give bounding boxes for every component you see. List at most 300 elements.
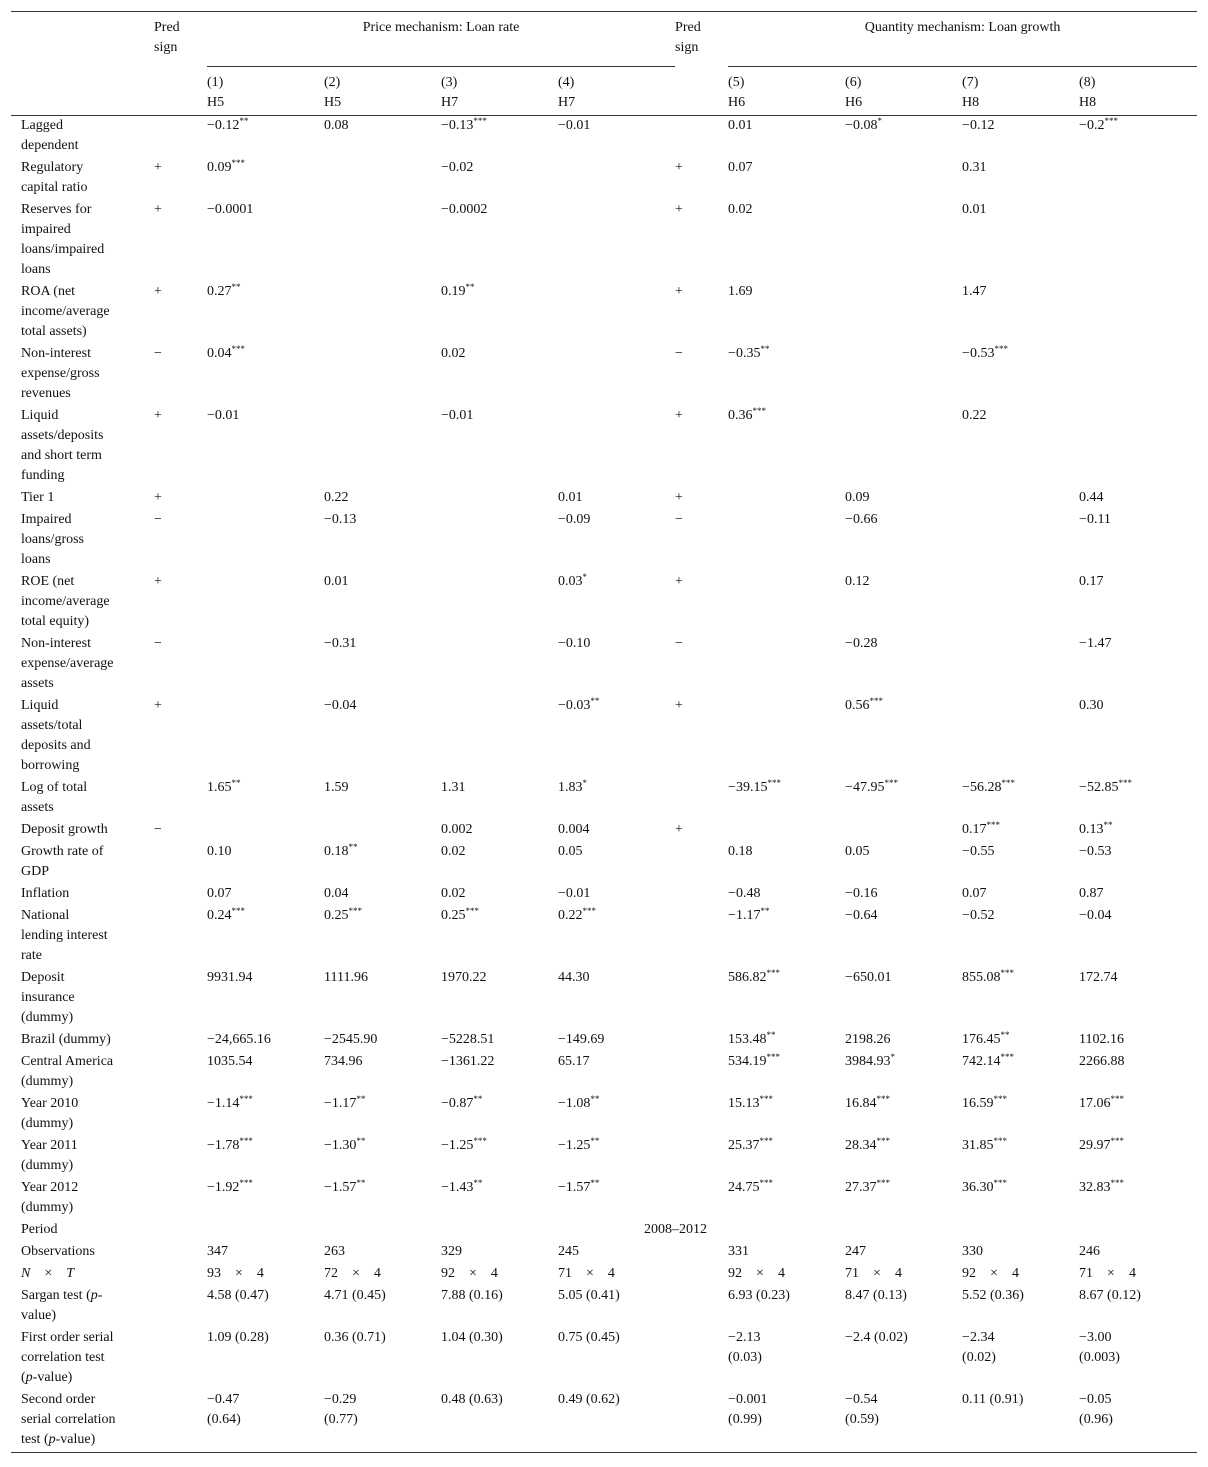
coefficient-value: 44.30 [558,969,590,985]
table-cell [728,406,845,488]
table-cell [207,282,324,344]
row-label [11,842,154,884]
table-cell [845,968,962,1030]
table-cell [1079,884,1197,906]
coefficient-value: 0.10 [207,843,232,859]
model-number: (8) [1079,74,1096,90]
table-cell [1079,1264,1197,1286]
table-cell [324,1094,441,1136]
p-symbol: p [48,1431,56,1447]
row-label-line: expense/average [21,655,114,671]
pred-sign-quantity [675,778,728,820]
coefficient-value: 176.45 [962,1031,1001,1047]
table-cell [962,1178,1079,1220]
t-symbol: T [66,1265,75,1281]
coefficient-value: 0.31 [962,159,987,175]
table-cell [845,200,962,282]
table-cell [558,488,675,510]
row-label-part: First order serial [21,1329,114,1345]
coefficient-value: −0.0001 [207,201,254,217]
significance-stars: *** [759,1093,774,1104]
model-number: (5) [728,74,745,90]
row-label-line: Brazil (dummy) [21,1031,111,1047]
table-cell [324,884,441,906]
table-cell [845,1136,962,1178]
model-header-row [11,66,1197,115]
n-symbol: N [21,1265,31,1281]
coefficient-value: 0.19 [441,283,466,299]
table-row [11,634,1197,696]
coefficient-value: −0.01 [558,117,591,133]
pred-sign-price [154,510,207,572]
table-cell [207,842,324,884]
significance-stars: *** [1110,1177,1125,1188]
significance-stars: ** [1103,819,1113,830]
pred-sign-price [154,344,207,406]
table-cell [207,1136,324,1178]
table-cell [558,510,675,572]
table-row [11,968,1197,1030]
coefficient-value: −1.17 [728,907,761,923]
table-cell [324,778,441,820]
pred-sign-price [154,1264,207,1286]
model-hypothesis: H8 [1079,94,1097,110]
table-cell [962,344,1079,406]
n-value: 72 [324,1265,338,1281]
row-label-line: GDP [21,863,50,879]
sign-value: + [154,201,162,217]
pred-sign-price [154,1286,207,1328]
significance-stars: *** [239,1135,253,1146]
coefficient-value: 0.05 [558,843,583,859]
row-label [11,696,154,778]
table-cell [558,344,675,406]
row-label-line: expense/gross [21,365,100,381]
model-number: (3) [441,74,458,90]
row-label-line: Year 2011 [21,1137,78,1153]
sign-value: − [154,345,162,361]
table-cell [728,968,845,1030]
coefficient-value: −0.53 [1079,843,1112,859]
table-cell [558,1136,675,1178]
model-hypothesis: H7 [558,94,576,110]
model-hypothesis: H6 [728,94,746,110]
times-symbol: × [990,1265,998,1281]
t-value: 4 [256,1265,264,1281]
coefficient-value: −24,665.16 [207,1031,271,1047]
table-cell [207,820,324,842]
significance-stars: *** [1118,777,1132,788]
table-cell [324,906,441,968]
row-label-line: income/average [21,593,110,609]
significance-stars: *** [993,1177,1008,1188]
significance-stars: ** [231,281,241,292]
row-label [11,906,154,968]
regression-results-table [11,11,1197,1453]
coefficient-value: 0.12 [845,573,870,589]
row-label-part: test ( [21,1431,49,1447]
coefficient-value: 9931.94 [207,969,253,985]
pred-sign-quantity [675,968,728,1030]
table-cell [441,1390,558,1453]
row-label [11,158,154,200]
coefficient-value: −0.12 [962,117,995,133]
table-cell [441,1242,558,1264]
row-label-line: Deposit [21,969,65,985]
significance-stars: *** [473,1135,487,1146]
table-cell [845,820,962,842]
pred-sign-quantity [675,1328,728,1390]
table-cell [558,1052,675,1094]
test-statistic: 6.93 (0.23) [728,1287,790,1303]
coefficient-value: 24.75 [728,1179,760,1195]
coefficient-value: 0.17 [962,821,987,837]
period-row [11,1220,1197,1242]
coefficient-value: −0.04 [324,697,357,713]
table-cell [558,842,675,884]
significance-stars: *** [1001,777,1015,788]
coefficient-value: 0.01 [558,489,583,505]
table-cell [1079,968,1197,1030]
table-cell [962,1264,1079,1286]
table-cell [728,906,845,968]
table-row [11,572,1197,634]
sign-value: + [154,489,162,505]
table-cell [441,115,558,158]
coefficient-value: 1.69 [728,283,753,299]
row-label-line: Period [21,1221,58,1237]
coefficient-value: −0.01 [558,885,591,901]
coefficient-value: 0.02 [441,843,466,859]
table-cell [1079,906,1197,968]
model-number: (1) [207,74,224,90]
table-cell [324,1328,441,1390]
significance-stars: *** [231,905,245,916]
coefficient-value: −1.92 [207,1179,240,1195]
table-cell [558,572,675,634]
row-label-line: ROA (net [21,283,76,299]
coefficient-value: 0.01 [962,201,987,217]
table-cell [558,1094,675,1136]
table-cell [962,158,1079,200]
row-label [11,510,154,572]
table-cell [1079,200,1197,282]
table-cell [324,842,441,884]
significance-stars: *** [348,905,362,916]
coefficient-value: −0.35 [728,345,761,361]
coefficient-value: −0.31 [324,635,357,651]
period-text: 2008–2012 [644,1221,708,1237]
pred-sign-price [154,884,207,906]
row-label-line: Tier 1 [21,489,55,505]
pred-sign-quantity [675,634,728,696]
significance-stars: ** [356,1177,366,1188]
table-cell [441,158,558,200]
test-statistic: (0.64) [207,1411,241,1427]
significance-stars: *** [1000,967,1015,978]
row-label-line: lending interest [21,927,108,943]
coefficient-value: 534.19 [728,1053,767,1069]
table-cell [728,344,845,406]
test-statistic: 0.48 (0.63) [441,1391,503,1407]
coefficient-value: 0.25 [324,907,349,923]
table-cell [962,406,1079,488]
table-row [11,1052,1197,1094]
table-cell [845,778,962,820]
coefficient-value: 0.01 [324,573,349,589]
sign-value: + [675,283,683,299]
table-cell [845,1052,962,1094]
coefficient-value: −0.66 [845,511,878,527]
coefficient-value: 0.25 [441,907,466,923]
coefficient-value: −0.53 [962,345,995,361]
coefficient-value: 0.22 [324,489,349,505]
row-label-line: funding [21,467,65,483]
table-cell [728,200,845,282]
table-cell [324,1136,441,1178]
pred-sign-quantity [675,1242,728,1264]
table-cell [558,282,675,344]
pred-sign-quantity [675,158,728,200]
row-label-line: (dummy) [21,1009,74,1025]
table-row [11,778,1197,820]
pred-sign-blank-quantity [675,66,728,115]
row-label [11,1242,154,1264]
model-header-2 [324,66,441,115]
coefficient-value: 0.09 [207,159,232,175]
table-cell [962,1136,1079,1178]
test-statistic: −0.05 [1079,1391,1112,1407]
coefficient-value: 172.74 [1079,969,1118,985]
row-label-line: loans/gross [21,531,84,547]
table-cell [207,778,324,820]
table-cell [207,572,324,634]
pred-sign-price [154,778,207,820]
table-cell [207,344,324,406]
table-cell [441,1136,558,1178]
coefficient-value: 28.34 [845,1137,877,1153]
test-statistic: 1.04 (0.30) [441,1329,503,1345]
pred-sign-price [154,820,207,842]
row-label-line: National [21,907,70,923]
row-label-part: correlation test [21,1349,105,1365]
table-row [11,344,1197,406]
table-cell [845,406,962,488]
pred-sign-quantity [675,696,728,778]
observation-count: 247 [845,1243,867,1259]
t-value: 4 [894,1265,902,1281]
row-label-line: ROE (net [21,573,75,589]
table-cell [728,115,845,158]
row-label-line: Year 2010 [21,1095,79,1111]
table-cell [962,1328,1079,1390]
sign-value: + [675,821,683,837]
test-statistic: (0.59) [845,1411,879,1427]
pred-sign-price [154,1052,207,1094]
coefficient-value: −0.13 [324,511,357,527]
coefficient-value: 15.13 [728,1095,760,1111]
model-number: (2) [324,74,341,90]
coefficient-value: 742.14 [962,1053,1001,1069]
row-label-line: insurance [21,989,75,1005]
table-cell [558,1390,675,1453]
table-cell [558,115,675,158]
table-cell [441,488,558,510]
test-statistic: 4.71 (0.45) [324,1287,386,1303]
period-value [154,1220,1197,1242]
coefficient-value: 0.13 [1079,821,1104,837]
table-cell [728,1390,845,1453]
table-cell [962,1390,1079,1453]
coefficient-value: 2266.88 [1079,1053,1125,1069]
table-row [11,696,1197,778]
table-cell [1079,778,1197,820]
table-cell [558,778,675,820]
table-cell [207,488,324,510]
sign-value: + [675,201,683,217]
table-cell [728,572,845,634]
coefficient-value: 25.37 [728,1137,760,1153]
table-cell [1079,406,1197,488]
significance-stars: *** [582,905,596,916]
row-label-line: Non-interest [21,345,91,361]
pred-sign-quantity [675,884,728,906]
table-row [11,406,1197,488]
table-cell [441,200,558,282]
table-cell [845,510,962,572]
coefficient-value: −0.04 [1079,907,1112,923]
coefficient-value: 0.02 [728,201,753,217]
sign-value: + [675,697,683,713]
table-cell [207,696,324,778]
sign-value: − [154,511,162,527]
significance-stars: *** [231,343,245,354]
row-label-line: Lagged [21,117,63,133]
table-cell [845,282,962,344]
model-header-4 [558,66,675,115]
pred-sign-quantity [675,282,728,344]
coefficient-value: −0.10 [558,635,591,651]
coefficient-value: 0.27 [207,283,232,299]
table-cell [845,884,962,906]
table-cell [558,200,675,282]
significance-stars: *** [884,777,898,788]
coefficient-value: −650.01 [845,969,892,985]
pred-sign-price [154,200,207,282]
pred-sign-quantity [675,906,728,968]
table-cell [324,1242,441,1264]
row-label-line: (dummy) [21,1073,74,1089]
row-label-line: Central America [21,1053,114,1069]
row-label [11,884,154,906]
row-label [11,1220,154,1242]
test-statistic: 5.05 (0.41) [558,1287,620,1303]
table-cell [558,968,675,1030]
test-row [11,1286,1197,1328]
row-label [11,968,154,1030]
coefficient-value: −0.08 [845,117,878,133]
coefficient-value: −0.64 [845,907,878,923]
table-cell [207,1030,324,1052]
coefficient-value: −56.28 [962,779,1002,795]
row-label-line: Liquid [21,697,59,713]
test-statistic: 0.49 (0.62) [558,1391,620,1407]
table-cell [1079,510,1197,572]
pred-sign-price [154,572,207,634]
table-cell [728,1094,845,1136]
pred-sign-price [154,906,207,968]
row-label [11,200,154,282]
row-label-line: borrowing [21,757,80,773]
coefficient-value: −0.55 [962,843,995,859]
coefficient-value: −0.28 [845,635,878,651]
coefficient-value: 1111.96 [324,969,368,985]
significance-stars: *** [1104,115,1118,126]
t-value: 4 [607,1265,615,1281]
significance-stars: ** [231,777,241,788]
sign-value: + [154,283,162,299]
table-cell [728,1328,845,1390]
table-cell [962,1286,1079,1328]
row-label-part: Second order [21,1391,96,1407]
table-cell [1079,820,1197,842]
table-cell [558,820,675,842]
pred-sign-blank-price [154,66,207,115]
coefficient-value: 0.07 [962,885,987,901]
table-cell [207,1328,324,1390]
coefficient-value: 27.37 [845,1179,877,1195]
sign-value: − [154,821,162,837]
coefficient-value: 32.83 [1079,1179,1111,1195]
test-statistic: 7.88 (0.16) [441,1287,503,1303]
significance-stars: *** [1000,1051,1015,1062]
row-label-line: total equity) [21,613,90,629]
row-label [11,1178,154,1220]
sign-value: + [675,573,683,589]
pred-sign-quantity [675,406,728,488]
coefficient-value: −0.12 [207,117,240,133]
coefficient-value: 0.04 [207,345,232,361]
significance-stars: * [877,115,882,126]
table-cell [1079,158,1197,200]
significance-stars: *** [766,1051,781,1062]
coefficient-value: −0.16 [845,885,878,901]
model-header-1 [207,66,324,115]
table-cell [1079,488,1197,510]
row-label-line: assets [21,675,54,691]
significance-stars: * [582,571,587,582]
row-label-line: Impaired [21,511,72,527]
coefficient-value: −0.2 [1079,117,1105,133]
row-label [11,1136,154,1178]
significance-stars: ** [465,281,475,292]
row-label [11,778,154,820]
table-cell [441,1094,558,1136]
significance-stars: *** [869,695,884,706]
pred-sign-price [154,282,207,344]
test-statistic: −0.54 [845,1391,878,1407]
row-label-part: - [97,1287,103,1303]
table-cell [558,1030,675,1052]
table-cell [1079,1390,1197,1453]
table-cell [728,634,845,696]
table-cell [324,1178,441,1220]
row-label-line: Observations [21,1243,95,1259]
table-cell [441,406,558,488]
test-statistic: (0.03) [728,1349,762,1365]
row-label-line: Log of total [21,779,88,795]
significance-stars: *** [993,1135,1008,1146]
